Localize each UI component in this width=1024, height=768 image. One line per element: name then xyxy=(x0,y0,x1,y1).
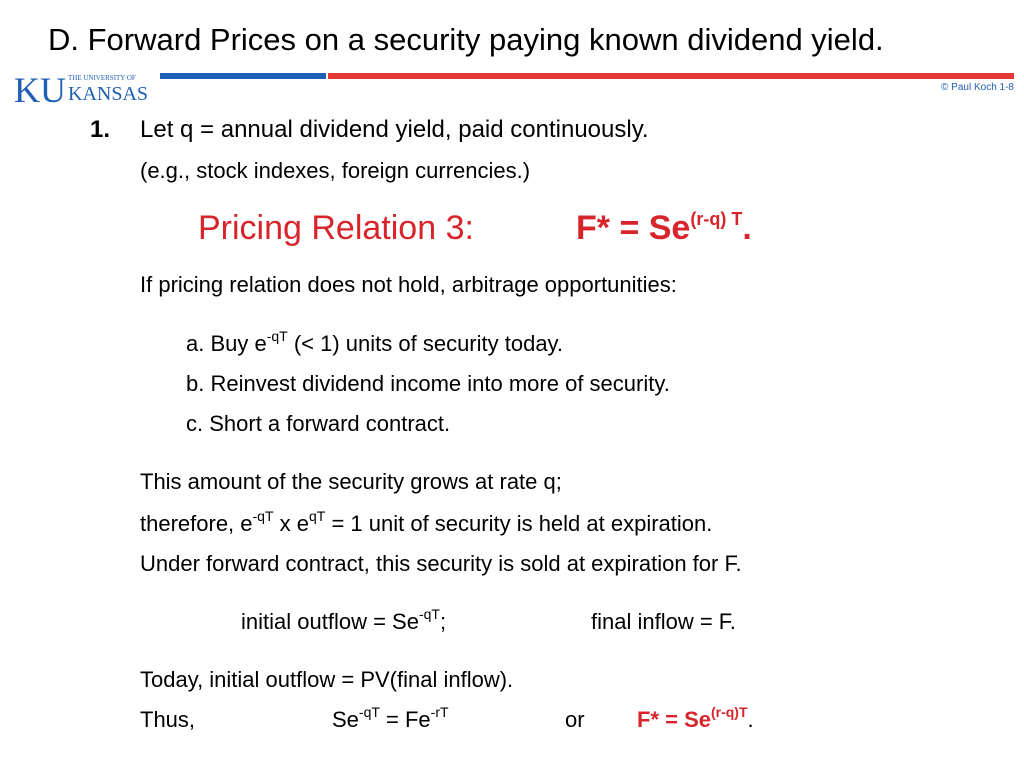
therefore-pre: therefore, e xyxy=(140,511,253,536)
outflow-semi: ; xyxy=(439,609,447,634)
thus-result-end: . xyxy=(747,707,754,732)
dividend-definition: Let q = annual dividend yield, paid continuously. xyxy=(140,116,649,143)
thus-result xyxy=(637,704,754,733)
therefore-exp2: qT xyxy=(308,508,326,524)
thus-se: Se xyxy=(332,707,359,732)
example-text: (e.g., stock indexes, foreign currencies.) xyxy=(140,158,531,183)
thus-result-exp: (r-q)T xyxy=(710,704,748,720)
therefore-mid: x e xyxy=(273,511,309,536)
therefore-post: = 1 unit of security is held at expiration. xyxy=(325,511,713,536)
step-a-post: (< 1) units of security today. xyxy=(287,331,564,356)
item-number: 1. xyxy=(90,116,111,143)
logo-kansas-text: KANSAS xyxy=(68,83,149,105)
pricing-exponent: (r-q) T xyxy=(690,209,743,229)
today-line: Today, initial outflow = PV(final inflow). xyxy=(140,667,514,692)
therefore-exp1: -qT xyxy=(252,508,274,524)
pricing-label: Pricing Relation 3: xyxy=(198,209,474,247)
step-a xyxy=(186,328,564,357)
outflow-line xyxy=(241,606,447,635)
under-line: Under forward contract, this security is sold at expiration for F. xyxy=(140,551,742,576)
thus-or: or xyxy=(565,707,585,732)
logo-ku-text: KU xyxy=(14,70,66,106)
pricing-lhs: F* = Se xyxy=(576,209,691,247)
if-line: If pricing relation does not hold, arbitrage opportunities: xyxy=(140,272,677,297)
pricing-relation xyxy=(198,209,474,248)
pricing-end: . xyxy=(742,209,752,247)
page-title: D. Forward Prices on a security paying known dividend yield. xyxy=(48,22,884,57)
outflow-pre: initial outflow = Se xyxy=(241,609,419,634)
grows-line: This amount of the security grows at rate q; xyxy=(140,469,562,494)
therefore-line xyxy=(140,508,713,537)
logo-university-text: THE UNIVERSITY OF xyxy=(68,74,136,82)
step-a-pre: a. Buy e xyxy=(186,331,267,356)
header-bar-blue xyxy=(160,73,326,79)
ku-logo xyxy=(14,70,156,106)
thus-result-formula: F* = Se xyxy=(637,707,711,732)
header-bar-red xyxy=(328,73,1014,79)
outflow-exp: -qT xyxy=(418,606,440,622)
step-a-exponent: -qT xyxy=(266,328,288,344)
thus-exp1: -qT xyxy=(358,704,380,720)
thus-equation xyxy=(332,704,449,733)
thus-label: Thus, xyxy=(140,707,196,732)
thus-eq: = Fe xyxy=(379,707,431,732)
pricing-formula xyxy=(576,209,752,248)
final-inflow: final inflow = F. xyxy=(591,609,736,634)
step-b: b. Reinvest dividend income into more of security. xyxy=(186,371,670,396)
step-c: c. Short a forward contract. xyxy=(186,411,451,436)
thus-exp2: -rT xyxy=(430,704,449,720)
copyright-label: © Paul Koch 1-8 xyxy=(941,82,1014,93)
